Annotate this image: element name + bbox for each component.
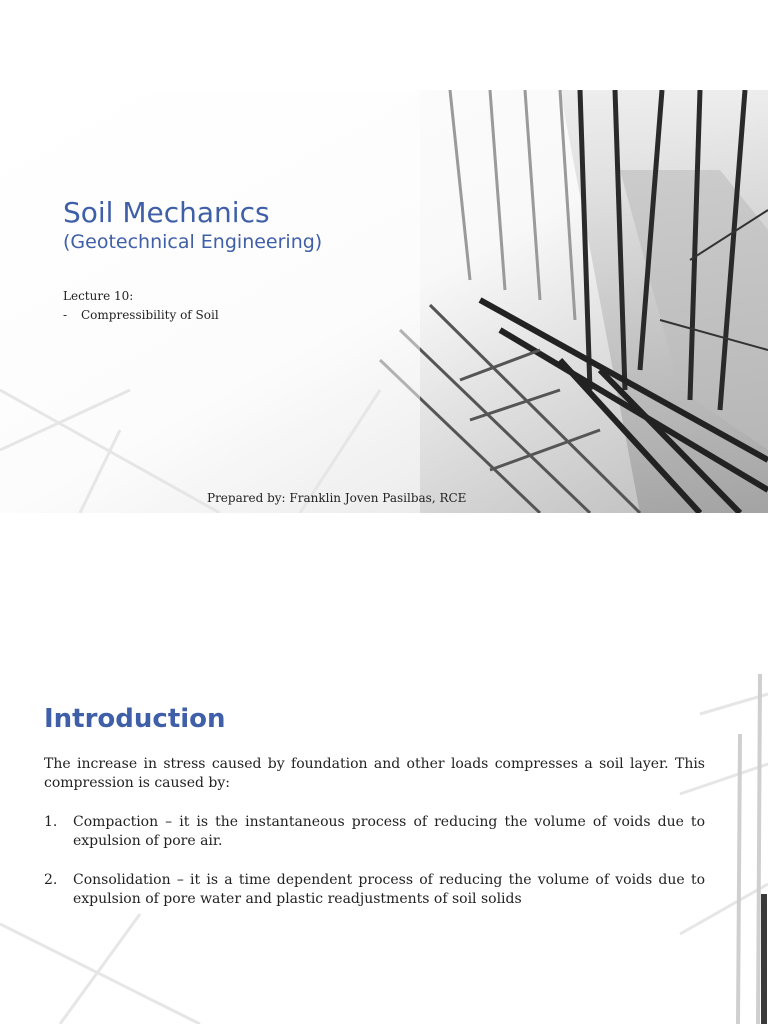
title-slide [0, 90, 768, 513]
introduction-slide [0, 674, 768, 1024]
lecture-number: Lecture 10: [63, 289, 134, 303]
list-number: 1. [44, 814, 58, 830]
topic-bullet [63, 308, 219, 322]
bullet-marker: - [63, 308, 68, 322]
list-item [44, 813, 705, 851]
list-text: Consolidation – it is a time dependent process of reducing the volume of voids due to expulsion of pore water and plastic readjustments of soil solids [73, 872, 705, 907]
slide-title: Introduction [44, 704, 226, 734]
list-number: 2. [44, 872, 58, 888]
list-item [44, 871, 705, 909]
slide-title: Soil Mechanics [63, 196, 270, 229]
list-text: Compaction – it is the instantaneous process of reducing the volume of voids due to expulsion of pore air. [73, 814, 705, 849]
topic-text: Compressibility of Soil [81, 308, 219, 322]
slide-subtitle: (Geotechnical Engineering) [63, 231, 323, 253]
intro-paragraph: The increase in stress caused by foundation and other loads compresses a soil layer. This compression is caused by: [44, 756, 705, 791]
author-credit: Prepared by: Franklin Joven Pasilbas, RCE [207, 491, 467, 505]
